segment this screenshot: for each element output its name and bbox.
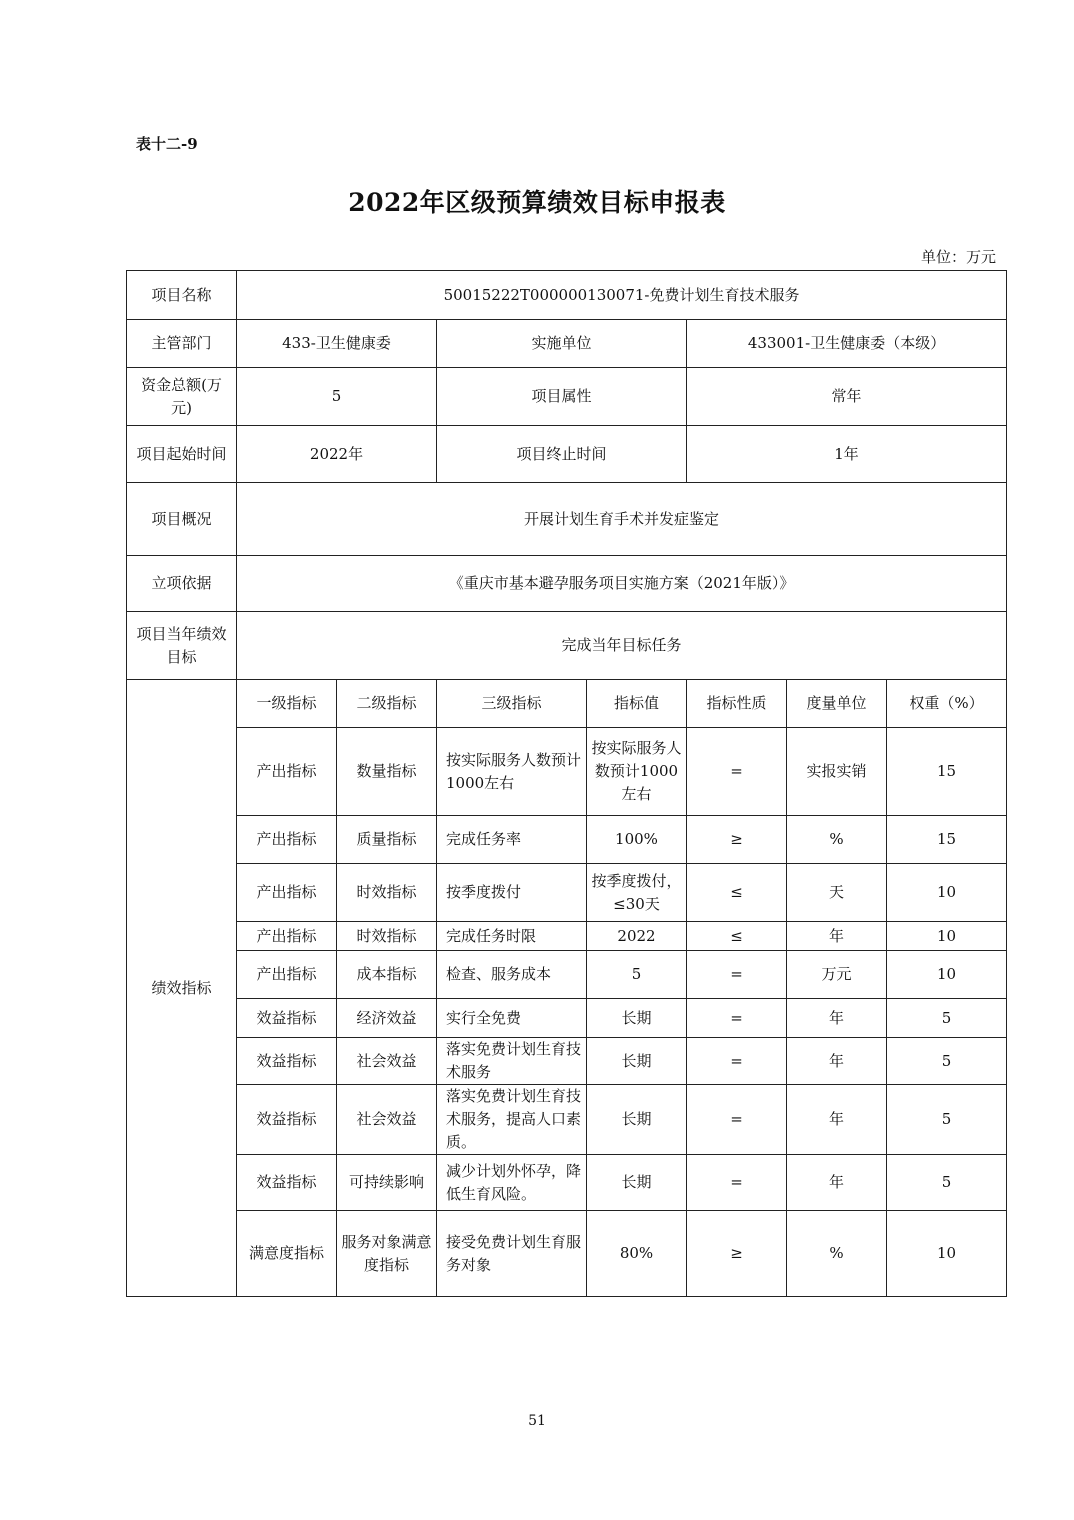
value-cell: 80% [587,1211,687,1297]
nature-cell: ≤ [687,922,787,951]
weight-cell: 5 [887,1155,1007,1211]
level2-cell: 数量指标 [337,728,437,816]
start-value: 2022年 [237,426,437,483]
nature-cell: = [687,999,787,1038]
nature-cell: ≤ [687,864,787,922]
header-nature: 指标性质 [687,680,787,728]
nature-cell: = [687,1155,787,1211]
nature-cell: = [687,728,787,816]
value-cell: 100% [587,816,687,864]
header-level3: 三级指标 [437,680,587,728]
header-value: 指标值 [587,680,687,728]
level3-cell: 按实际服务人数预计1000左右 [437,728,587,816]
value-cell: 2022 [587,922,687,951]
indicators-section-label: 绩效指标 [127,680,237,1297]
level1-cell: 产出指标 [237,922,337,951]
level3-cell: 减少计划外怀孕，降低生育风险。 [437,1155,587,1211]
header-weight: 权重（%） [887,680,1007,728]
level1-cell: 产出指标 [237,816,337,864]
dept-value: 433-卫生健康委 [237,320,437,368]
unit-cell: 年 [787,1155,887,1211]
weight-cell: 10 [887,951,1007,999]
attr-value: 常年 [687,368,1007,426]
table-row [127,1038,1007,1085]
level2-cell: 经济效益 [337,999,437,1038]
level2-cell: 成本指标 [337,951,437,999]
unit-cell: % [787,1211,887,1297]
level2-cell: 质量指标 [337,816,437,864]
unit-cell: 年 [787,1038,887,1085]
unit-cell: 年 [787,922,887,951]
table-row [127,1211,1007,1297]
weight-cell: 15 [887,728,1007,816]
level1-cell: 效益指标 [237,1155,337,1211]
unit-cell: 年 [787,999,887,1038]
page-number: 51 [528,1413,546,1429]
end-label: 项目终止时间 [437,426,687,483]
nature-cell: ≥ [687,1211,787,1297]
unit-cell: 天 [787,864,887,922]
dept-label: 主管部门 [127,320,237,368]
table-row [127,922,1007,951]
nature-cell: = [687,951,787,999]
header-unit: 度量单位 [787,680,887,728]
level2-cell: 可持续影响 [337,1155,437,1211]
table-row [127,951,1007,999]
level2-cell: 时效指标 [337,922,437,951]
value-cell: 长期 [587,1155,687,1211]
level3-cell: 完成任务率 [437,816,587,864]
level2-cell: 时效指标 [337,864,437,922]
impl-label: 实施单位 [437,320,687,368]
level3-cell: 落实免费计划生育技术服务 [437,1038,587,1085]
value-cell: 按实际服务人数预计1000左右 [587,728,687,816]
nature-cell: = [687,1038,787,1085]
level1-cell: 效益指标 [237,1085,337,1155]
unit-cell: 年 [787,1085,887,1155]
overview-value: 开展计划生育手术并发症鉴定 [237,483,1007,556]
level3-cell: 检查、服务成本 [437,951,587,999]
goal-label: 项目当年绩效目标 [127,612,237,680]
weight-cell: 5 [887,1038,1007,1085]
level1-cell: 产出指标 [237,728,337,816]
level3-cell: 落实免费计划生育技术服务，提高人口素质。 [437,1085,587,1155]
level3-cell: 完成任务时限 [437,922,587,951]
level3-cell: 按季度拨付 [437,864,587,922]
project-name-value: 50015222T000000130071-免费计划生育技术服务 [237,271,1007,320]
level3-cell: 实行全免费 [437,999,587,1038]
level2-cell: 社会效益 [337,1038,437,1085]
weight-cell: 5 [887,999,1007,1038]
unit-note: 单位：万元 [920,248,996,266]
goal-value: 完成当年目标任务 [237,612,1007,680]
level1-cell: 效益指标 [237,999,337,1038]
unit-cell: 万元 [787,951,887,999]
level2-cell: 社会效益 [337,1085,437,1155]
weight-cell: 10 [887,1211,1007,1297]
unit-cell: % [787,816,887,864]
level1-cell: 产出指标 [237,951,337,999]
unit-cell: 实报实销 [787,728,887,816]
table-row [127,999,1007,1038]
overview-label: 项目概况 [127,483,237,556]
fund-label: 资金总额(万元) [127,368,237,426]
header-level1: 一级指标 [237,680,337,728]
header-level2: 二级指标 [337,680,437,728]
start-label: 项目起始时间 [127,426,237,483]
end-value: 1年 [687,426,1007,483]
table-row [127,728,1007,816]
value-cell: 长期 [587,1085,687,1155]
value-cell: 长期 [587,999,687,1038]
table-number: 表十二-9 [136,135,198,153]
table-row [127,1085,1007,1155]
document-title: 2022年区级预算绩效目标申报表 [348,188,726,217]
budget-performance-table [126,270,1007,1297]
value-cell: 5 [587,951,687,999]
level3-cell: 接受免费计划生育服务对象 [437,1211,587,1297]
level2-cell: 服务对象满意度指标 [337,1211,437,1297]
table-row [127,816,1007,864]
basis-label: 立项依据 [127,556,237,612]
basis-value: 《重庆市基本避孕服务项目实施方案（2021年版）》 [237,556,1007,612]
nature-cell: ≥ [687,816,787,864]
weight-cell: 15 [887,816,1007,864]
value-cell: 按季度拨付，≤30天 [587,864,687,922]
table-row [127,864,1007,922]
value-cell: 长期 [587,1038,687,1085]
level1-cell: 满意度指标 [237,1211,337,1297]
fund-value: 5 [237,368,437,426]
table-row [127,1155,1007,1211]
impl-value: 433001-卫生健康委（本级） [687,320,1007,368]
weight-cell: 10 [887,864,1007,922]
nature-cell: = [687,1085,787,1155]
level1-cell: 效益指标 [237,1038,337,1085]
weight-cell: 10 [887,922,1007,951]
attr-label: 项目属性 [437,368,687,426]
weight-cell: 5 [887,1085,1007,1155]
project-name-label: 项目名称 [127,271,237,320]
level1-cell: 产出指标 [237,864,337,922]
